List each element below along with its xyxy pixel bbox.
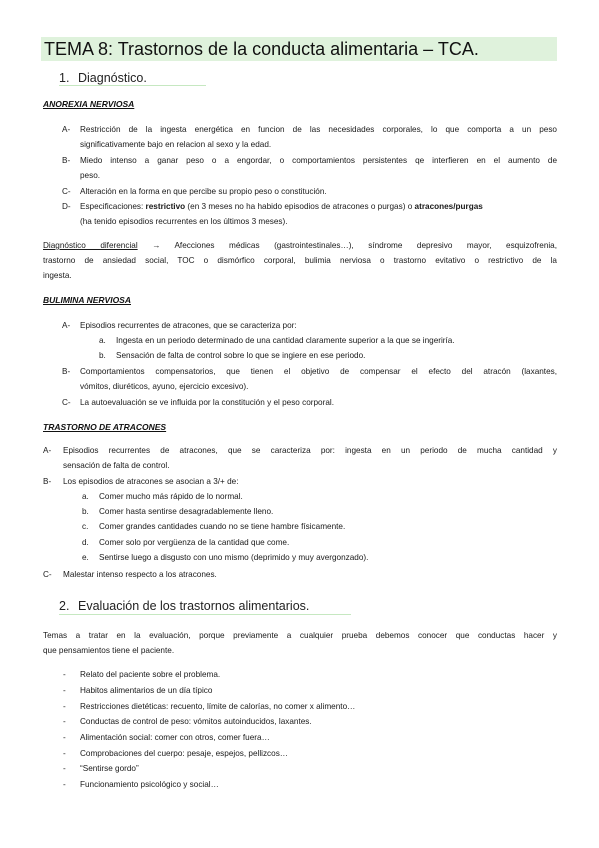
bullet-item: Funcionamiento psicológico y social… [80,780,219,789]
list-item-text: sensación de falta de control. [63,461,170,470]
section-number: 1. [59,71,70,85]
section-underline [59,614,351,615]
text-run: (en 3 meses no ha habido episodios de atracones o purgas) o [185,202,415,211]
paragraph-line: trastorno de ansiedad social, TOC o dismórfico corporal, bulimia nerviosa o trastorno evitativo o restrictivo de la [43,256,557,265]
sublist-item-text: Sensación de falta de control sobre lo que se ingiere en ese periodo. [116,351,366,360]
section-title: Evaluación de los trastornos alimentarios. [78,599,310,613]
intro-paragraph-line: que pensamientos tiene el paciente. [43,646,175,655]
sublist-marker: c. [82,522,89,531]
list-item-text: significativamente bajo en relacion al sexo y la edad. [80,140,272,149]
bullet-marker: - [63,670,66,679]
sublist-item-text: Ingesta en un periodo determinado de una cantidad claramente superior a la que se ingeriría. [116,336,455,345]
list-item-text: La autoevaluación se ve influida por la constitución y el peso corporal. [80,398,334,407]
list-marker: B- [62,156,71,165]
arrow-icon: → [152,241,161,250]
text-run: Afecciones médicas (gastrointestinales…), síndrome depresivo mayor, esquizofrenia, [174,241,558,250]
bold-term: restrictivo [145,202,186,211]
section-heading-2 [59,598,309,614]
sublist-marker: a. [82,492,89,501]
bullet-marker: - [63,717,66,726]
sublist-marker: b. [99,351,106,360]
list-item-text [80,201,483,212]
list-item-text: Los episodios de atracones se asocian a 3/+ de: [63,477,239,486]
list-item-text: Episodios recurrentes de atracones, que se caracteriza por: ingesta en un periodo de mucha cantidad y [63,446,557,455]
subheading-bulimia: BULIMINA NERVIOSA [43,295,131,305]
subheading-anorexia: ANOREXIA NERVIOSA [43,99,135,109]
bullet-marker: - [63,686,66,695]
section-underline [59,85,206,86]
list-marker: B- [62,367,71,376]
list-item-text: (ha tenido episodios recurrentes en los últimos 3 meses). [80,217,288,226]
text-run: Especificaciones: [80,202,146,211]
differential-label: Diagnóstico diferencial [43,241,138,250]
bullet-item: Comprobaciones del cuerpo: pesaje, espejos, pellizcos… [80,749,288,758]
bullet-marker: - [63,702,66,711]
list-item-text: Malestar intenso respecto a los atracones. [63,570,217,579]
sublist-marker: e. [82,553,89,562]
page-title: TEMA 8: Trastornos de la conducta alimentaria – TCA. [44,39,479,59]
sublist-item-text: Comer hasta sentirse desagradablemente lleno. [99,507,274,516]
subheading-binge-eating: TRASTORNO DE ATRACONES [43,422,167,432]
sublist-item-text: Sentirse luego a disgusto con uno mismo (deprimido y muy avergonzado). [99,553,369,562]
bullet-marker: - [63,764,66,773]
list-item-text: Comportamientos compensatorios, que tienen el objetivo de compensar el efecto del atracón (laxantes, [80,367,557,376]
list-marker: C- [62,398,71,407]
section-title: Diagnóstico. [78,71,147,85]
sublist-item-text: Comer mucho más rápido de lo normal. [99,492,243,501]
bullet-item: “Sentirse gordo” [80,764,139,773]
section-number: 2. [59,599,70,613]
list-marker: C- [43,570,52,579]
differential-diagnosis [43,240,557,251]
list-item-text: vómitos, diuréticos, ayuno, ejercicio excesivo). [80,382,249,391]
sublist-marker: d. [82,538,89,547]
bullet-item: Alimentación social: comer con otros, comer fuera… [80,733,270,742]
list-marker: D- [62,202,71,211]
list-item-text: Miedo intenso a ganar peso o a engordar, o comportamientos persistentes qe interfieren en el aumento de [80,156,557,165]
sublist-item-text: Comer solo por vergüenza de la cantidad que come. [99,538,290,547]
list-item-text: Restricción de la ingesta energética en funcion de las necesidades corporales, lo que comporta a un peso [80,125,557,134]
list-marker: C- [62,187,71,196]
paragraph-line: ingesta. [43,271,72,280]
list-item-text: Alteración en la forma en que percibe su propio peso o constitución. [80,187,327,196]
bullet-item: Habitos alimentarios de un día típico [80,686,213,695]
section-heading-1 [59,70,147,86]
bullet-marker: - [63,780,66,789]
sublist-marker: b. [82,507,89,516]
bullet-item: Relato del paciente sobre el problema. [80,670,221,679]
bullet-item: Restricciones dietéticas: recuento, límite de calorías, no comer x alimento… [80,702,356,711]
list-marker: A- [62,321,71,330]
list-item-text: Episodios recurrentes de atracones, que se caracteriza por: [80,321,297,330]
list-marker: A- [62,125,71,134]
intro-paragraph-line: Temas a tratar en la evaluación, porque previamente a cualquier prueba debemos conocer que conductas hacer y [43,631,557,640]
list-marker: B- [43,477,52,486]
bullet-marker: - [63,733,66,742]
bold-term: atracones/purgas [414,202,483,211]
bullet-item: Conductas de control de peso: vómitos autoinducidos, laxantes. [80,717,312,726]
list-marker: A- [43,446,52,455]
list-item-text: peso. [80,171,101,180]
sublist-marker: a. [99,336,106,345]
sublist-item-text: Comer grandes cantidades cuando no se tiene hambre físicamente. [99,522,346,531]
bullet-marker: - [63,749,66,758]
